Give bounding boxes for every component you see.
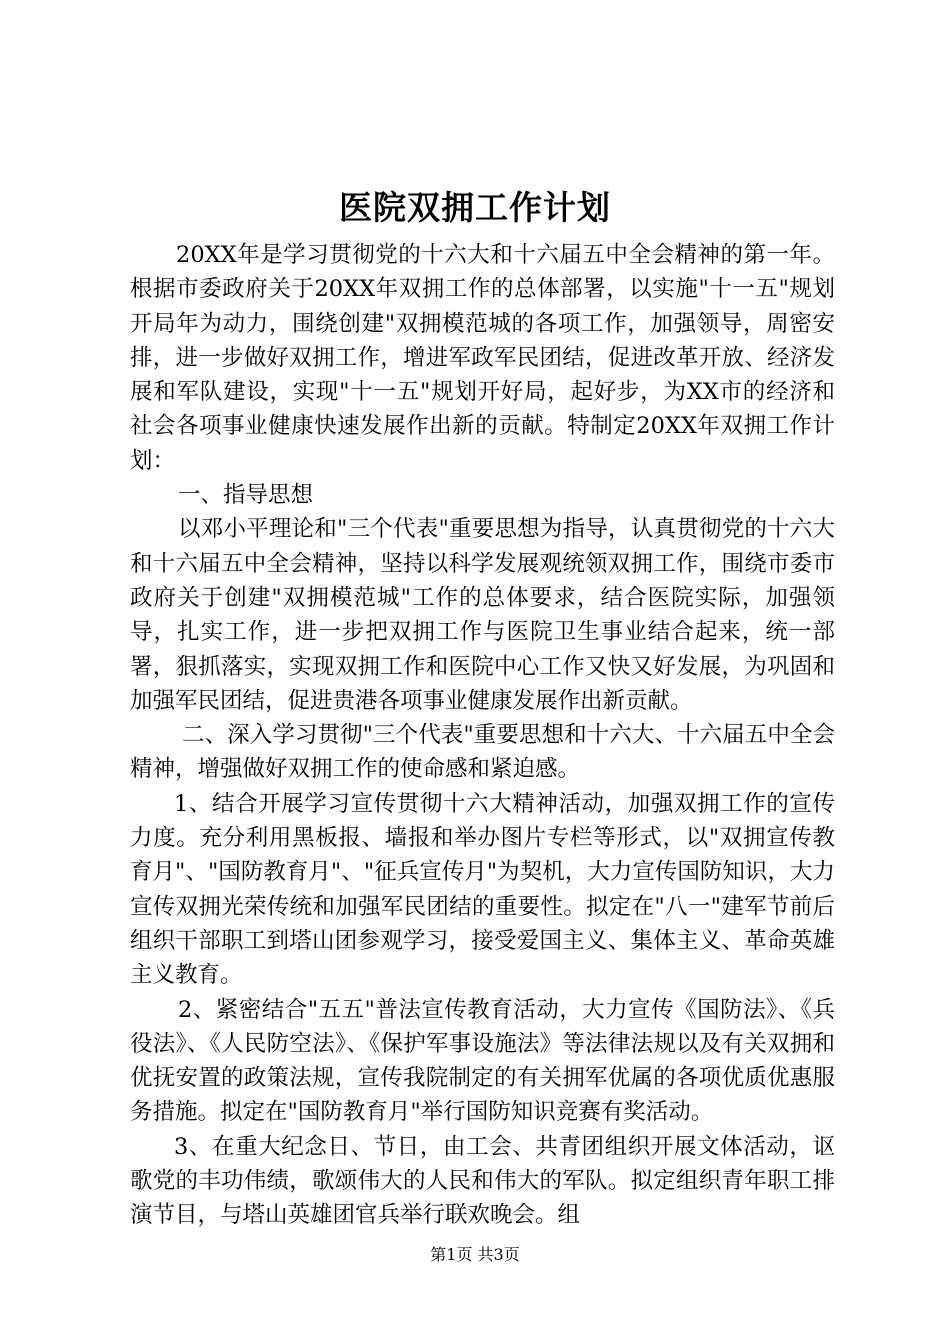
section-heading-study: 二、深入学习贯彻"三个代表"重要思想和十六大、十六届五中全会精神，增强做好双拥工作的使命感和紧迫感。 <box>130 722 835 783</box>
document-title: 医院双拥工作计划 <box>339 188 611 227</box>
item-2-paragraph: 2、紧密结合"五五"普法宣传教育活动，大力宣传《国防法》、《兵役法》、《人民防空法》、《保护军事设施法》等法律法规以及有关双拥和优抚安置的政策法规，宣传我院制定的有关拥军优属的各项优质优惠服务措施。拟定在"国防教育月"举行国防知识竞赛有奖活动。 <box>130 996 835 1126</box>
item-3-paragraph: 3、在重大纪念日、节日，由工会、共青团组织开展文体活动，讴歌党的丰功伟绩，歌颂伟大的人民和伟大的军队。拟定组织青年职工排演节目，与塔山英雄团官兵举行联欢晚会。组 <box>130 1133 835 1229</box>
guiding-ideology-paragraph: 以邓小平理论和"三个代表"重要思想为指导，认真贯彻党的十六大和十六届五中全会精神，坚持以科学发展观统领双拥工作，围绕市委市政府关于创建"双拥模范城"工作的总体要求，结合医院实际，加强领导，扎实工作，进一步把双拥工作与医院卫生事业结合起来，统一部署，狠抓落实，实现双拥工作和医院中心工作又快又好发展，为巩固和加强军民团结，促进贵港各项事业健康发展作出新贡献。 <box>130 516 835 714</box>
intro-paragraph: 20XX年是学习贯彻党的十六大和十六届五中全会精神的第一年。根据市委政府关于20XX年双拥工作的总体部署，以实施"十一五"规划开局年为动力，围绕创建"双拥模范城的各项工作，加强领导，周密安排，进一步做好双拥工作，增进军政军民团结，促进改革开放、经济发展和军队建设，实现"十一五"规划开好局，起好步，为XX市的经济和社会各项事业健康快速发展作出新的贡献。特制定20XX年双拥工作计划： <box>130 242 835 474</box>
section-heading-guiding-ideology: 一、指导思想 <box>178 482 314 509</box>
document-body <box>130 238 835 1233</box>
page-footer: 第1页 共3页 <box>430 1245 520 1264</box>
item-1-paragraph: 1、结合开展学习宣传贯彻十六大精神活动，加强双拥工作的宣传力度。充分利用黑板报、墙报和举办图片专栏等形式，以"双拥宣传教育月"、"国防教育月"、"征兵宣传月"为契机，大力宣传国防知识，大力宣传双拥光荣传统和加强军民团结的重要性。拟定在"八一"建军节前后组织干部职工到塔山团参观学习，接受爱国主义、集体主义、革命英雄主义教育。 <box>130 790 835 989</box>
